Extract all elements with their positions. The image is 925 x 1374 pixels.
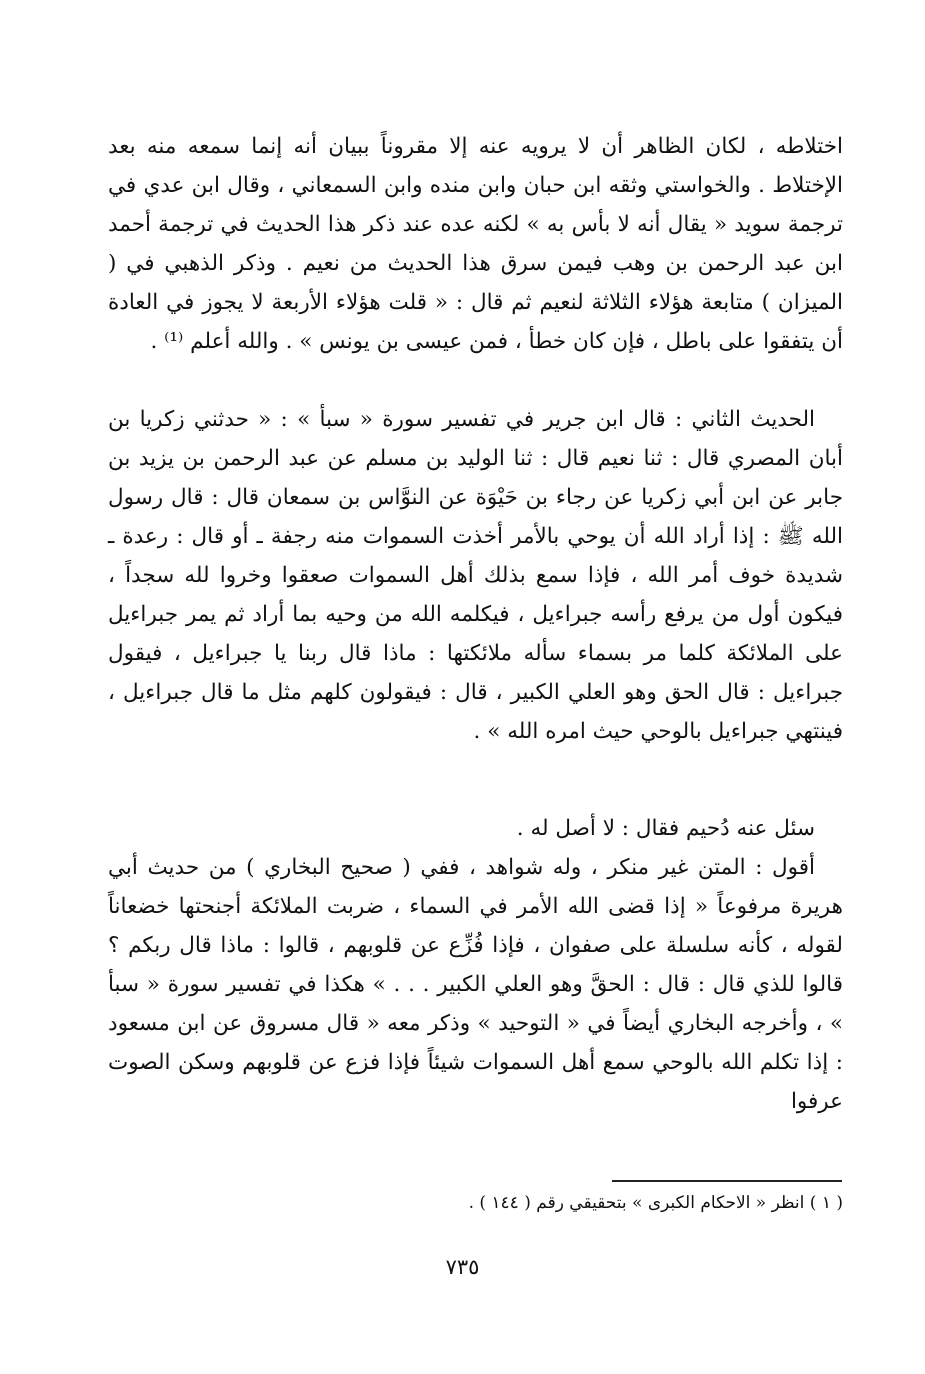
body-paragraph-2 (108, 400, 843, 751)
footnote-separator (612, 1180, 842, 1182)
footnote: ( ١ ) انظر « الاحكام الكبرى » بتحقيقي رقم ( ١٤٤ ) . (468, 1193, 843, 1213)
paragraph-text: أقول : المتن غير منكر ، وله شواهد ، ففي ( صحيح البخاري ) من حديث أبي هريرة مرفوعاً « إذا قضى الله الأمر في السماء ، ضربت الملائكة أجنحتها خضعاناً لقوله ، كأنه سلسلة على صفوان ، فإذا فُزِّع عن قلوبهم ، قالوا : ماذا قال ربكم ؟ قالوا للذي قال : قال : الحقَّ وهو العلي الكبير . . . » هكذا في تفسير سورة « سبأ » ، وأخرجه البخاري أيضاً في « التوحيد » وذكر معه « قال مسروق عن ابن مسعود : إذا تكلم الله بالوحي سمع أهل السموات شيئاً فإذا فزع عن قلوبهم وسكن الصوت عرفوا (108, 855, 843, 1114)
paragraph-text: اختلاطه ، لكان الظاهر أن لا يرويه عنه إلا مقروناً ببيان أنه إنما سمعه منه بعد الإختلاط . والخواستي وثقه ابن حبان وابن منده وابن السمعاني ، وقال ابن عدي في ترجمة سويد « يقال أنه لا بأس به » لكنه عده عند ذكر هذا الحديث في ترجمة أحمد ابن عبد الرحمن بن وهب فيمن سرق هذا الحديث من نعيم . وذكر الذهبي في ( الميزان ) متابعة هؤلاء الثلاثة لنعيم ثم قال : « قلت هؤلاء الأربعة لا يجوز في العادة أن يتفقوا على باطل ، فإن كان خطأ ، فمن عيسى بن يونس » . والله أعلم ⁽¹⁾ . (108, 134, 843, 354)
body-paragraph-3 (108, 809, 843, 848)
body-paragraph-4 (108, 848, 843, 1121)
paragraph-text: سئل عنه دُحيم فقال : لا أصل له . (516, 816, 815, 841)
body-paragraph-1 (108, 127, 843, 361)
paragraph-text: الحديث الثاني : قال ابن جرير في تفسير سورة « سبأ » : « حدثني زكريا بن أبان المصري قال : ثنا نعيم قال : ثنا الوليد بن مسلم عن عبد الرحمن بن يزيد بن جابر عن ابن أبي زكريا عن رجاء بن حَيْوَة عن النوَّاس بن سمعان قال : قال رسول الله ﷺ : إذا أراد الله أن يوحي بالأمر أخذت السموات منه رجفة ـ أو قال : رعدة ـ شديدة خوف أمر الله ، فإذا سمع بذلك أهل السموات صعقوا وخروا لله سجداً ، فيكون أول من يرفع رأسه جبراءيل ، فيكلمه الله من وحيه بما أراد ثم يمر جبراءيل على الملائكة كلما مر بسماء سأله ملائكتها : ماذا قال ربنا يا جبراءيل ، فيقول جبراءيل : قال الحق وهو العلي الكبير ، قال : فيقولون كلهم مثل ما قال جبراءيل ، فينتهي جبراءيل بالوحي حيث امره الله » . (108, 407, 843, 744)
page-number: ٧٣٥ (445, 1255, 480, 1279)
